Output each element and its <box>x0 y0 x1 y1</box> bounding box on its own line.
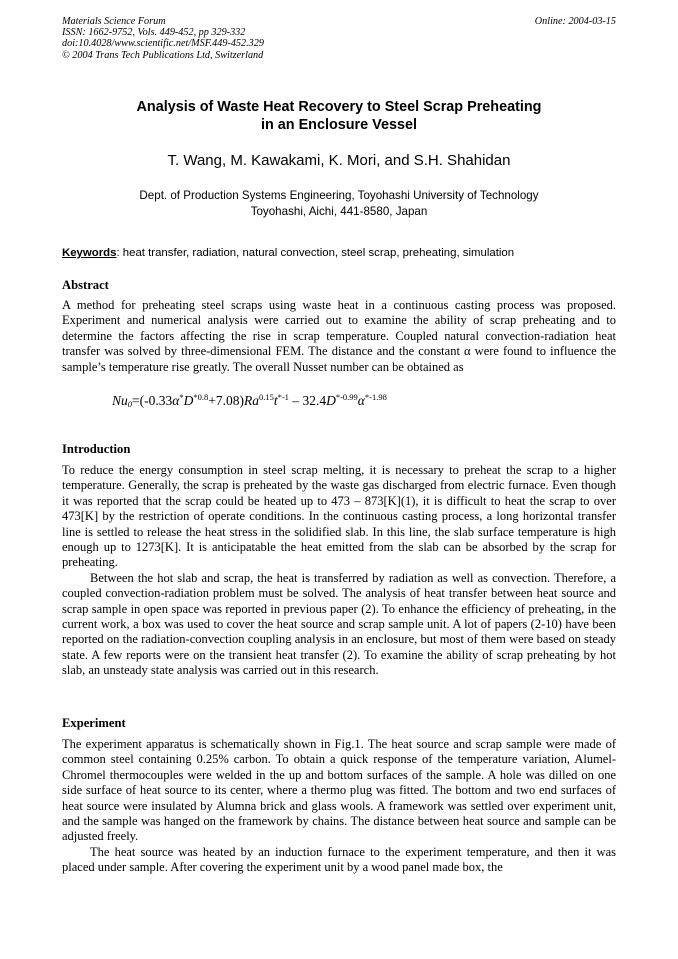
introduction-heading: Introduction <box>62 442 131 456</box>
abstract-body <box>62 298 616 375</box>
experiment-heading: Experiment <box>62 716 126 730</box>
doi-line: doi:10.4028/www.scientific.net/MSF.449-452.329 <box>62 38 264 50</box>
abstract-heading: Abstract <box>62 278 109 292</box>
experiment-paragraph-1: The experiment apparatus is schematically shown in Fig.1. The heat source and scrap sample were made of common steel containing 0.25% carbon. To obtain a quick response of the temperature variation, Alumel-Chromel thermocouples were welded in the up and bottom surfaces of the sample. A hole was dilled on one side surface of heat source to its center, where a thermo plug was fitted. The bottom and two end surfaces of heat source were insulated by Alumna brick and glass wools. A framework was settled over experiment unit, and the sample was hanged on the framework by chains. The distance between heat source and sample can be adjusted freely. <box>62 737 616 844</box>
online-date: Online: 2004-03-15 <box>534 16 616 27</box>
affiliation <box>62 188 616 220</box>
introduction-body <box>62 463 616 679</box>
affiliation-line-2: Toyohashi, Aichi, 441-8580, Japan <box>250 205 428 218</box>
nusselt-formula: $Nu_0=(-0.33\alpha^*D^{*0.8}+7.08)Ra^{0.15}t^{*-1} - 32.4D^{*-0.99}\alpha^{*-1.98}$ <box>112 391 387 410</box>
introduction-paragraph-2: Between the hot slab and scrap, the heat is transferred by radiation as well as convection. Therefore, a coupled convection-radiation problem must be solved. The analysis of heat transfer between heat source and scrap sample in open space was reported in previous paper (2). To enhance the efficiency of preheating, in the current work, a box was used to cover the heat source and scrap sample unit. A lot of papers (2-10) have been reported on the radiation-convection coupling analysis in an enclosure, but most of them were based on steady state. A few reports were on the transient heat transfer (2). To examine the ability of scrap preheating by hot slab, an unsteady state analysis was carried out in this research. <box>62 570 616 678</box>
affiliation-line-1: Dept. of Production Systems Engineering, Toyohashi University of Technology <box>139 189 539 202</box>
keywords-label: Keywords <box>62 247 117 259</box>
journal-header <box>62 16 264 61</box>
copyright-line: © 2004 Trans Tech Publications Ltd, Switzerland <box>62 49 264 61</box>
experiment-body <box>62 737 616 876</box>
author-list: T. Wang, M. Kawakami, K. Mori, and S.H. Shahidan <box>167 152 511 169</box>
journal-name: Materials Science Forum <box>62 16 166 27</box>
title-line-2: in an Enclosure Vessel <box>261 117 417 133</box>
keywords <box>62 246 616 260</box>
paper-title <box>62 98 616 134</box>
title-line-1: Analysis of Waste Heat Recovery to Steel Scrap Preheating <box>136 99 542 115</box>
introduction-paragraph-1: To reduce the energy consumption in steel scrap melting, it is necessary to preheat the scrap to a higher temperature. Generally, the scrap is preheated by the waste gas discharged from electric furnace. Even though it was reported that the scrap could be heated up to 473 – 873[K](1), it is difficult to heat the scrap to over 473[K] by the restriction of operate conditions. In the continuous casting process, a long horizontal transfer line is settled to release the heat stress in the solidified slab. In this line, the slab surface temperature is high enough up to 1273[K]. It is anticipatable the heat emitted from the slab can be absorbed by the scrap for preheating. <box>62 463 616 570</box>
abstract-text: A method for preheating steel scraps using waste heat in a continuous casting process was proposed. Experiment and numerical analysis were carried out to examine the ability of scrap preheating and to determine the factors affecting the rise in scrap temperature. Coupled natural convection-radiation heat transfer was solved by three-dimensional FEM. The distance and the constant α were found to influence the sample’s temperature rise greatly. The overall Nusset number can be obtained as <box>62 298 616 374</box>
keywords-text: : heat transfer, radiation, natural convection, steel scrap, preheating, simulation <box>116 247 515 259</box>
issn-line: ISSN: 1662-9752, Vols. 449-452, pp 329-332 <box>62 27 246 39</box>
experiment-paragraph-2: The heat source was heated by an induction furnace to the experiment temperature, and then it was placed under sample. After covering the experiment unit by a wood panel made box, the <box>62 844 616 875</box>
